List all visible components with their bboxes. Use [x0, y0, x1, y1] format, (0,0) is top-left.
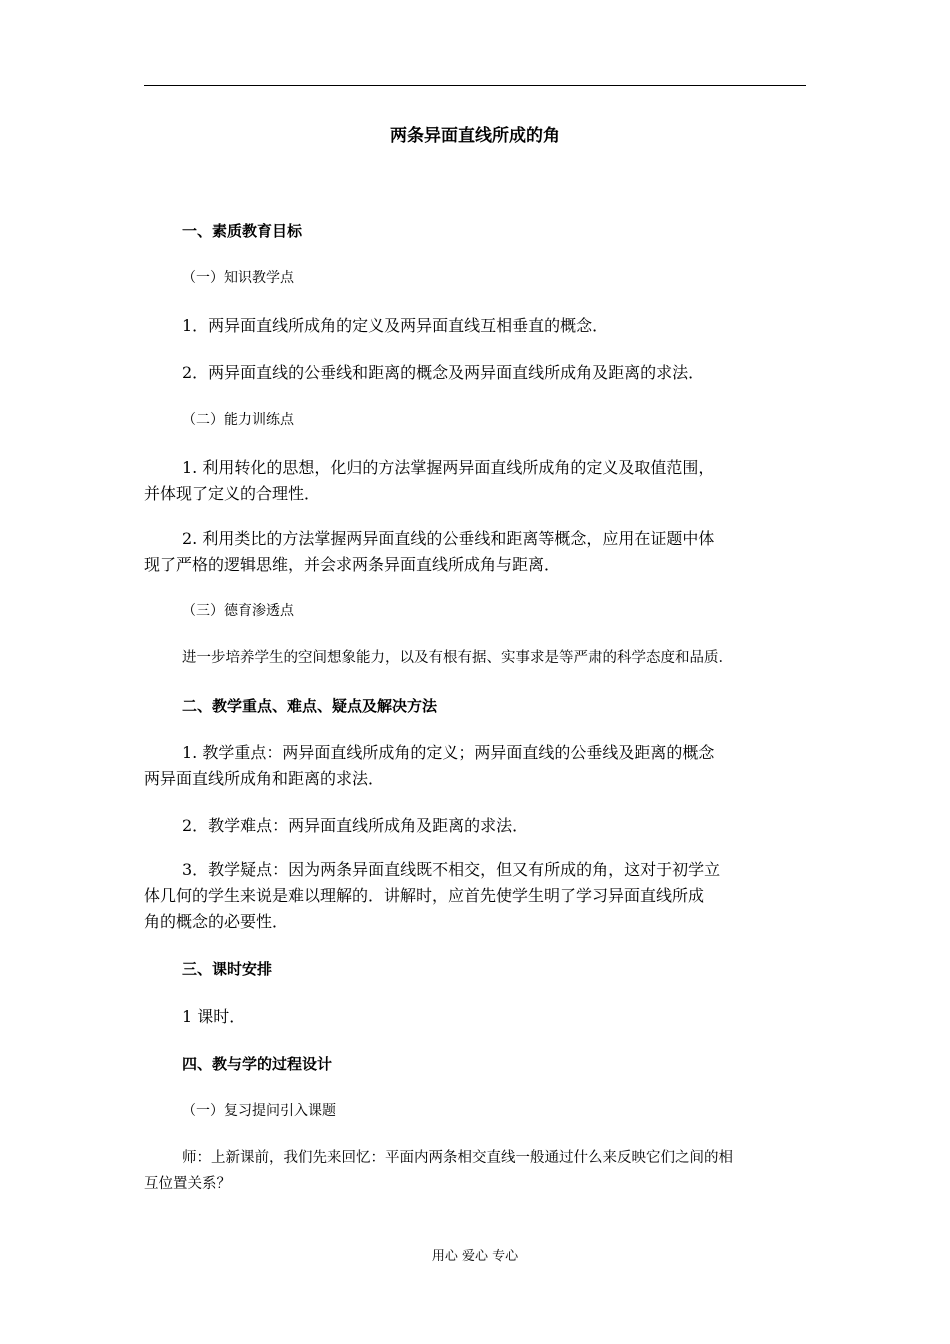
paragraph-line: 1. 利用转化的思想，化归的方法掌握两异面直线所成角的定义及取值范围， [182, 458, 715, 477]
subheading-ability: （二）能力训练点 [182, 412, 294, 428]
paragraph-line: 2. 利用类比的方法掌握两异面直线的公垂线和距离等概念，应用在证题中体 [182, 529, 715, 548]
section-heading-goals: 一、素质教育目标 [182, 222, 303, 240]
page-title: 两条异面直线所成的角 [390, 126, 560, 146]
subheading-knowledge: （一）知识教学点 [182, 270, 294, 286]
paragraph-knowledge-1: 1．两异面直线所成角的定义及两异面直线互相垂直的概念． [182, 316, 609, 335]
paragraph-line: 3．教学疑点：因为两条异面直线既不相交，但又有所成的角，这对于初学立 [182, 860, 721, 879]
paragraph-line: 并体现了定义的合理性． [144, 484, 321, 503]
section-heading-key-points: 二、教学重点、难点、疑点及解决方法 [182, 697, 438, 715]
paragraph-schedule: 1 课时． [182, 1007, 246, 1026]
subheading-review: （一）复习提问引入课题 [182, 1103, 336, 1119]
paragraph-knowledge-2: 2．两异面直线的公垂线和距离的概念及两异面直线所成角及距离的求法． [182, 363, 705, 382]
paragraph-line: 师：上新课前，我们先来回忆：平面内两条相交直线一般通过什么来反映它们之间的相 [182, 1150, 733, 1166]
paragraph-difficulty: 2．教学难点：两异面直线所成角及距离的求法． [182, 816, 529, 835]
paragraph-ability-2 [144, 526, 806, 578]
paragraph-moral: 进一步培养学生的空间想象能力，以及有根有据、实事求是等严肃的科学态度和品质． [182, 650, 733, 666]
paragraph-key-point [144, 740, 806, 792]
subheading-moral: （三）德育渗透点 [182, 603, 294, 619]
header-rule [144, 85, 806, 86]
paragraph-line: 现了严格的逻辑思维，并会求两条异面直线所成角与距离． [144, 555, 561, 574]
page-footer: 用心 爱心 专心 [431, 1249, 519, 1264]
section-heading-schedule: 三、课时安排 [182, 960, 273, 978]
section-heading-process: 四、教与学的过程设计 [182, 1055, 333, 1073]
paragraph-teacher [144, 1145, 806, 1197]
paragraph-ability-1 [144, 455, 806, 507]
paragraph-line: 互位置关系？ [144, 1176, 231, 1192]
paragraph-line: 角的概念的必要性． [144, 912, 289, 931]
paragraph-line: 1. 教学重点：两异面直线所成角的定义；两异面直线的公垂线及距离的概念 [182, 743, 715, 762]
paragraph-line: 体几何的学生来说是难以理解的．讲解时，应首先使学生明了学习异面直线所成 [144, 886, 705, 905]
paragraph-doubt [144, 857, 806, 935]
paragraph-line: 两异面直线所成角和距离的求法． [144, 769, 385, 788]
